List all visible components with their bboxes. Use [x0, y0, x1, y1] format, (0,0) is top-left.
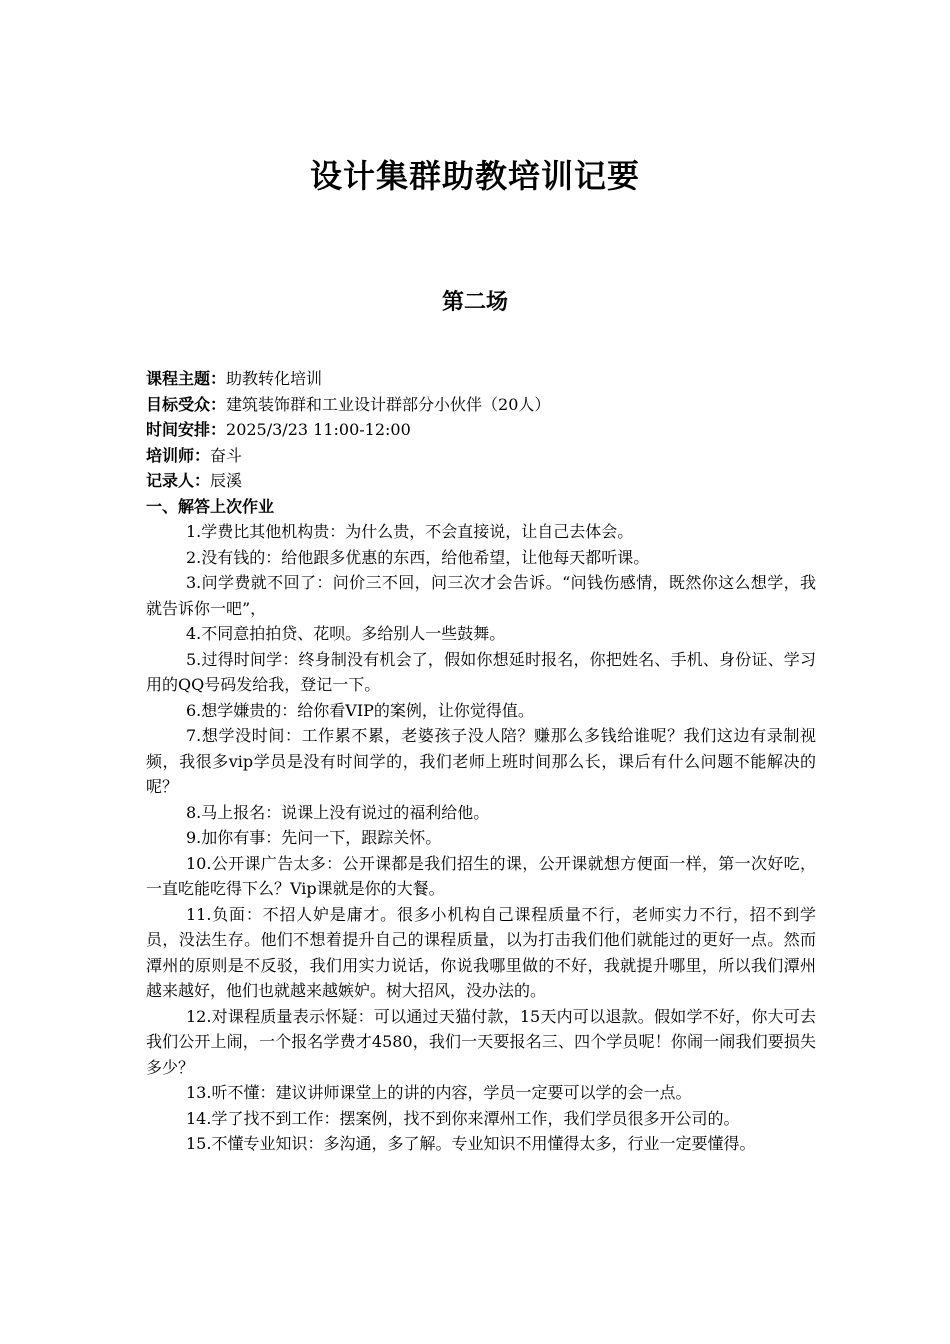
list-item: 4.不同意拍拍贷、花呗。多给别人一些鼓舞。	[186, 624, 506, 643]
meta-audience	[146, 392, 816, 418]
answer-list	[146, 519, 816, 1157]
list-item: 5.过得时间学：终身制没有机会了，假如你想延时报名，你把姓名、手机、身份证、学习用的QQ号码发给我，登记一下。	[146, 649, 816, 694]
list-item: 15.不懂专业知识：多沟通，多了解。专业知识不用懂得太多，行业一定要懂得。	[186, 1134, 756, 1153]
list-item: 6.想学嫌贵的：给你看VIP的案例，让你觉得值。	[186, 700, 534, 720]
list-item: 10.公开课广告太多：公开课都是我们招生的课，公开课就想方便面一样，第一次好吃，一直吃能吃得下么？Vip课就是你的大餐。	[146, 853, 816, 898]
document-body	[146, 366, 816, 1157]
meta-value: 奋斗	[210, 445, 243, 465]
list-item: 2.没有钱的：给他跟多优惠的东西，给他希望，让他每天都听课。	[186, 547, 650, 567]
meta-recorder	[146, 468, 816, 494]
meta-value: 助教转化培训	[226, 369, 323, 388]
list-item: 12.对课程质量表示怀疑：可以通过天猫付款，15天内可以退款。假如学不好，你大可去我们公开上闹，一个报名学费才4580，我们一天要报名三、四个学员呢！你闹一闹我们要损失多少？	[146, 1006, 816, 1077]
meta-label: 时间安排：	[146, 420, 227, 439]
meta-value: 2025/3/23 11:00-12:00	[226, 420, 411, 439]
meta-schedule	[146, 417, 816, 443]
section-heading: 一、解答上次作业	[146, 496, 275, 516]
meta-trainer	[146, 443, 816, 469]
meta-label: 记录人：	[146, 471, 211, 490]
document-title: 设计集群助教培训记要	[309, 157, 640, 195]
list-item: 13.听不懂：建议讲师课堂上的讲的内容，学员一定要可以学的会一点。	[186, 1083, 692, 1102]
meta-label: 培训师：	[146, 445, 211, 465]
list-item: 8.马上报名：说课上没有说过的福利给他。	[186, 802, 490, 822]
meta-value: 建筑装饰群和工业设计群部分小伙伴（20人）	[226, 394, 551, 414]
document-subtitle: 第二场	[441, 290, 508, 315]
list-item: 9.加你有事：先问一下，跟踪关怀。	[186, 828, 442, 847]
list-item: 1.学费比其他机构贵：为什么贵，不会直接说，让自己去体会。	[186, 522, 634, 541]
list-item: 11.负面：不招人妒是庸才。很多小机构自己课程质量不行，老师实力不行，招不到学员，没法生存。他们不想着提升自己的课程质量，以为打击我们他们就能过的更好一点。然而潭州的原则是不反驳，我们用实力说话，你说我哪里做的不好，我就提升哪里，所以我们潭州越来越好，他们也就越来越嫉妒。树大招风，没办法的。	[146, 904, 816, 1000]
meta-value: 辰溪	[210, 471, 243, 490]
meta-label: 目标受众：	[146, 394, 227, 414]
list-item: 7.想学没时间：工作累不累，老婆孩子没人陪？赚那么多钱给谁呢？我们这边有录制视频，我很多vip学员是没有时间学的，我们老师上班时间那么长，课后有什么问题不能解决的呢？	[146, 726, 816, 796]
meta-label: 课程主题：	[146, 369, 227, 388]
list-item: 3.问学费就不回了：问价三不回，问三次才会告诉。“问钱伤感情，既然你这么想学，我就告诉你一吧”，	[146, 573, 816, 618]
list-item: 14.学了找不到工作：摆案例，找不到你来潭州工作，我们学员很多开公司的。	[186, 1108, 740, 1128]
meta-course-topic	[146, 366, 816, 392]
